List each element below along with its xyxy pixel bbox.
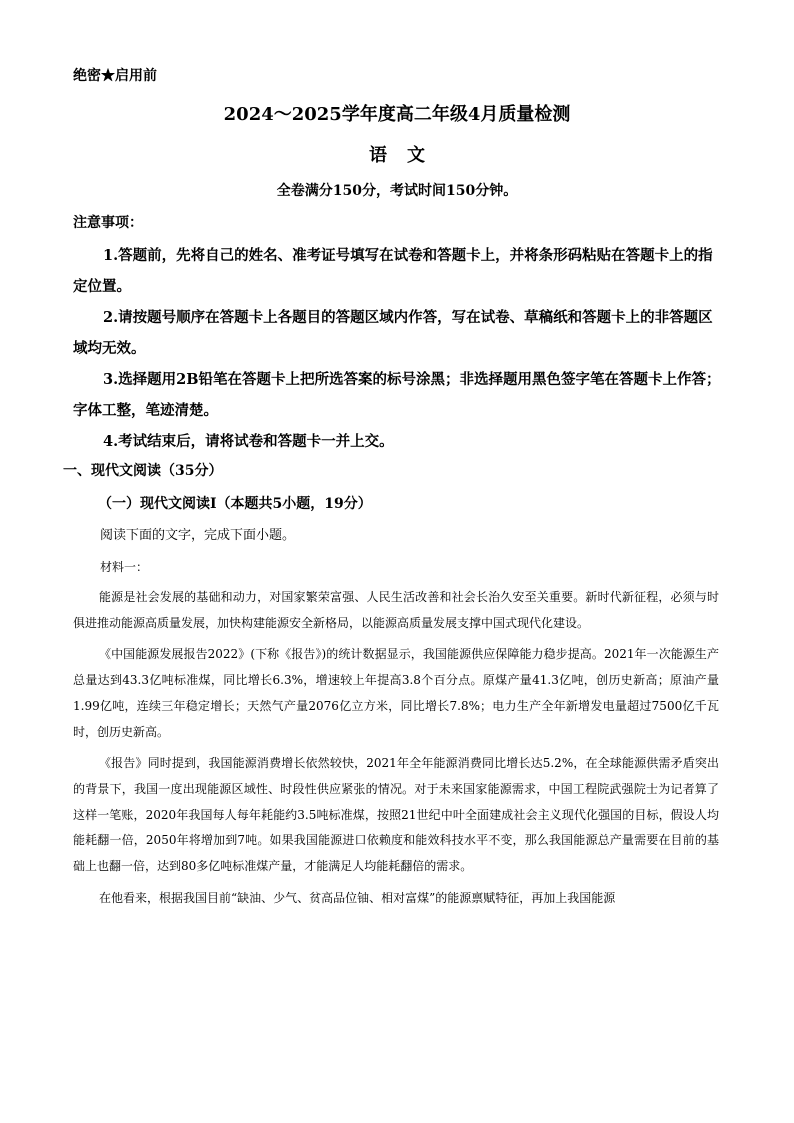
secret-label: 绝密★启用前: [73, 68, 157, 84]
subsection-heading: （一）现代文阅读Ⅰ（本题共5小题，19分）: [98, 496, 372, 512]
paragraph: 能源是社会发展的基础和动力，对国家繁荣富强、人民生活改善和社会长治久安至关重要。新时代新征程，必须与时俱进推动能源高质量发展，加快构建能源安全新格局，以能源高质量发展支撑中国式现代化建设。: [73, 590, 719, 630]
notice-item: 3.选择题用2B铅笔在答题卡上把所选答案的标号涂黑；非选择题用黑色签字笔在答题卡上作答；字体工整，笔迹清楚。: [73, 371, 721, 419]
paragraph: 《报告》同时提到，我国能源消费增长依然较快，2021年全年能源消费同比增长达5.2%，在全球能源供需矛盾突出的背景下，我国一度出现能源区域性、时段性供应紧张的情况。对于未来国家能源需求，中国工程院武强院士为记者算了这样一笔账，2020年我国每人每年耗能约3.5吨标准煤，按照21世纪中叶全面建成社会主义现代化强国的目标，假设人均能耗翻一倍，2050年将增加到7吨。如果我国能源进口依赖度和能效科技水平不变，那么我国能源总产量需要在目前的基础上也翻一倍，达到80多亿吨标准煤产量，才能满足人均能耗翻倍的需求。: [73, 756, 719, 874]
paragraph: 在他看来，根据我国目前“缺油、少气、贫高品位铀、相对富煤”的能源禀赋特征，再加上我国能源: [99, 890, 616, 905]
score-info: 全卷满分150分，考试时间150分钟。: [276, 183, 518, 199]
notice-item: 4.考试结束后，请将试卷和答题卡一并上交。: [103, 433, 394, 450]
subject-title: 语文: [369, 145, 445, 166]
section-heading: 一、现代文阅读（35分）: [63, 463, 223, 479]
exam-title: 2024～2025学年度高二年级4月质量检测: [223, 104, 571, 125]
material-body: [73, 585, 719, 917]
notice-item: 2.请按题号顺序在答题卡上各题目的答题区域内作答，写在试卷、草稿纸和答题卡上的非答题区域均无效。: [73, 309, 713, 357]
material-label: 材料一：: [100, 560, 149, 574]
notice-heading: 注意事项：: [73, 215, 143, 231]
notice-item: 1.答题前，先将自己的姓名、准考证号填写在试卷和答题卡上，并将条形码粘贴在答题卡上的指定位置。: [73, 247, 713, 295]
paragraph: 《中国能源发展报告2022》(下称《报告》)的统计数据显示，我国能源供应保障能力稳步提高。2021年一次能源生产总量达到43.3亿吨标准煤，同比增长6.3%，增速较上年提高3.8个百分点。原煤产量41.3亿吨，创历史新高；原油产量1.99亿吨，连续三年稳定增长；天然气产量2076亿立方米，同比增长7.8%；电力生产全年新增发电量超过7500亿千瓦时，创历史新高。: [73, 647, 719, 739]
reading-instruction: 阅读下面的文字，完成下面小题。: [100, 528, 296, 543]
notice-list: [73, 240, 723, 457]
